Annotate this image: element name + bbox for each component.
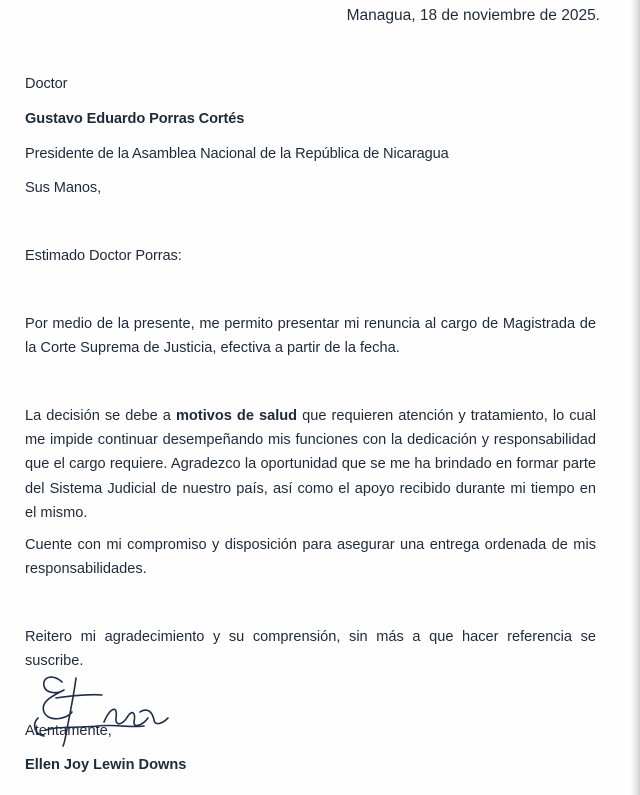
- signer-name: Ellen Joy Lewin Downs: [25, 757, 187, 773]
- recipient-name: Gustavo Eduardo Porras Cortés: [25, 111, 245, 127]
- paragraph-closing: Reitero mi agradecimiento y su comprensión, sin más a que hacer referencia se suscribe.: [25, 629, 596, 669]
- recipient-sus-manos: Sus Manos,: [25, 180, 102, 196]
- paragraph-reasons-emphasis: motivos de salud: [175, 408, 298, 424]
- paragraph-reasons-intro: La decisión se debe a: [25, 408, 176, 424]
- recipient-position: Presidente de la Asamblea Nacional de la República de Nicaragua: [25, 146, 449, 162]
- paragraph-reasons: [25, 404, 596, 525]
- letter-date: Managua, 18 de noviembre de 2025.: [346, 7, 600, 24]
- salutation: Estimado Doctor Porras:: [25, 248, 182, 264]
- page-edge-shadow: [630, 0, 640, 795]
- closing-atentamente: Atentamente,: [25, 723, 112, 739]
- recipient-title: Doctor: [25, 76, 68, 92]
- paragraph-reasons-rest: que requieren atención y tratamiento, lo cual me impide continuar desempeñando mis funciones con la dedicación y responsabilidad que el cargo requiere. Agradezco la oportunidad que se me ha brindado en formar parte del Sistema Judicial de nuestro país, así como el apoyo recibido durante mi tiempo en el mismo.: [25, 408, 596, 521]
- paragraph-resignation: Por medio de la presente, me permito presentar mi renuncia al cargo de Magistrada de la Corte Suprema de Justicia, efectiva a partir de la fecha.: [25, 316, 596, 356]
- paragraph-commitment: Cuente con mi compromiso y disposición para asegurar una entrega ordenada de mis responsabilidades.: [25, 537, 596, 577]
